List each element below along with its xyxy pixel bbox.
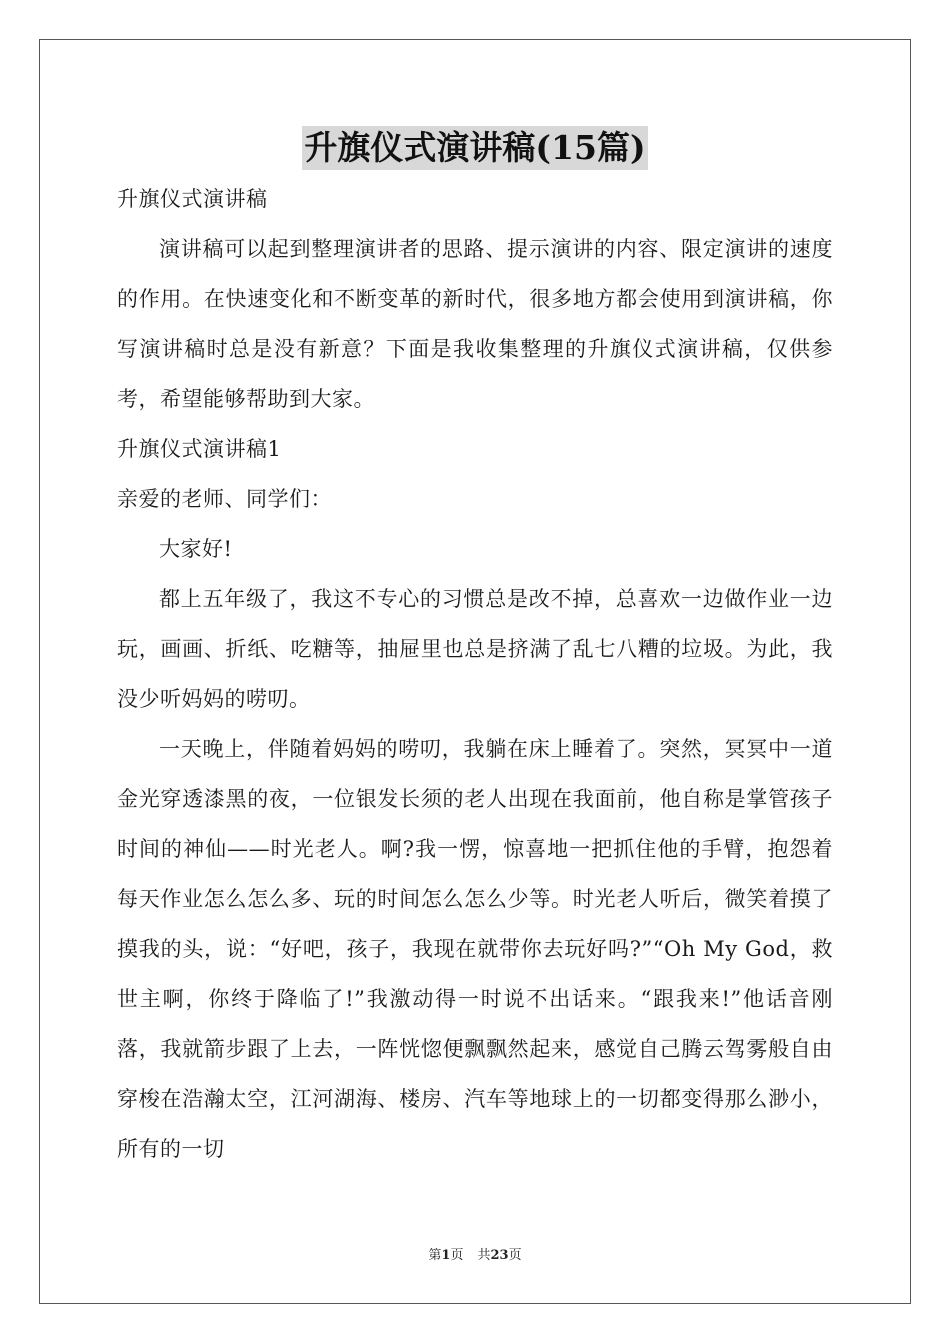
paragraph: 大家好! (159, 537, 233, 561)
page-current: 1 (441, 1248, 451, 1263)
page-prefix: 第 (428, 1248, 442, 1263)
document-body (117, 174, 833, 1174)
document-title: 升旗仪式演讲稿(15篇) (302, 126, 647, 170)
paragraph: 升旗仪式演讲稿1 (117, 437, 282, 461)
paragraph: 升旗仪式演讲稿 (117, 187, 268, 211)
paragraph: 演讲稿可以起到整理演讲者的思路、提示演讲的内容、限定演讲的速度的作用。在快速变化和不断变革的新时代，很多地方都会使用到演讲稿，你写演讲稿时总是没有新意？下面是我收集整理的升旗仪式演讲稿，仅供参考，希望能够帮助到大家。 (117, 237, 833, 411)
title-container (0, 126, 950, 170)
page-footer (0, 1246, 950, 1266)
page-suffix: 页 (450, 1248, 464, 1263)
paragraph: 亲爱的老师、同学们： (117, 487, 332, 511)
paragraph: 一天晚上，伴随着妈妈的唠叨，我躺在床上睡着了。突然，冥冥中一道金光穿透漆黑的夜，一位银发长须的老人出现在我面前，他自称是掌管孩子时间的神仙——时光老人。啊?我一愣，惊喜地一把抓住他的手臂，抱怨着每天作业怎么怎么多、玩的时间怎么怎么少等。时光老人听后，微笑着摸了摸我的头，说：“好吧，孩子，我现在就带你去玩好吗?”“Oh My God，救世主啊，你终于降临了!”我激动得一时说不出话来。“跟我来!”他话音刚落，我就箭步跟了上去，一阵恍惚便飘飘然起来，感觉自己腾云驾雾般自由穿梭在浩瀚太空，江河湖海、楼房、汽车等地球上的一切都变得那么渺小，所有的一切 (117, 737, 833, 1161)
paragraph: 都上五年级了，我这不专心的习惯总是改不掉，总喜欢一边做作业一边玩，画画、折纸、吃糖等，抽屉里也总是挤满了乱七八糟的垃圾。为此，我没少听妈妈的唠叨。 (117, 587, 833, 711)
page-total: 23 (490, 1248, 509, 1263)
total-suffix: 页 (508, 1248, 522, 1263)
total-prefix: 共 (477, 1248, 491, 1263)
